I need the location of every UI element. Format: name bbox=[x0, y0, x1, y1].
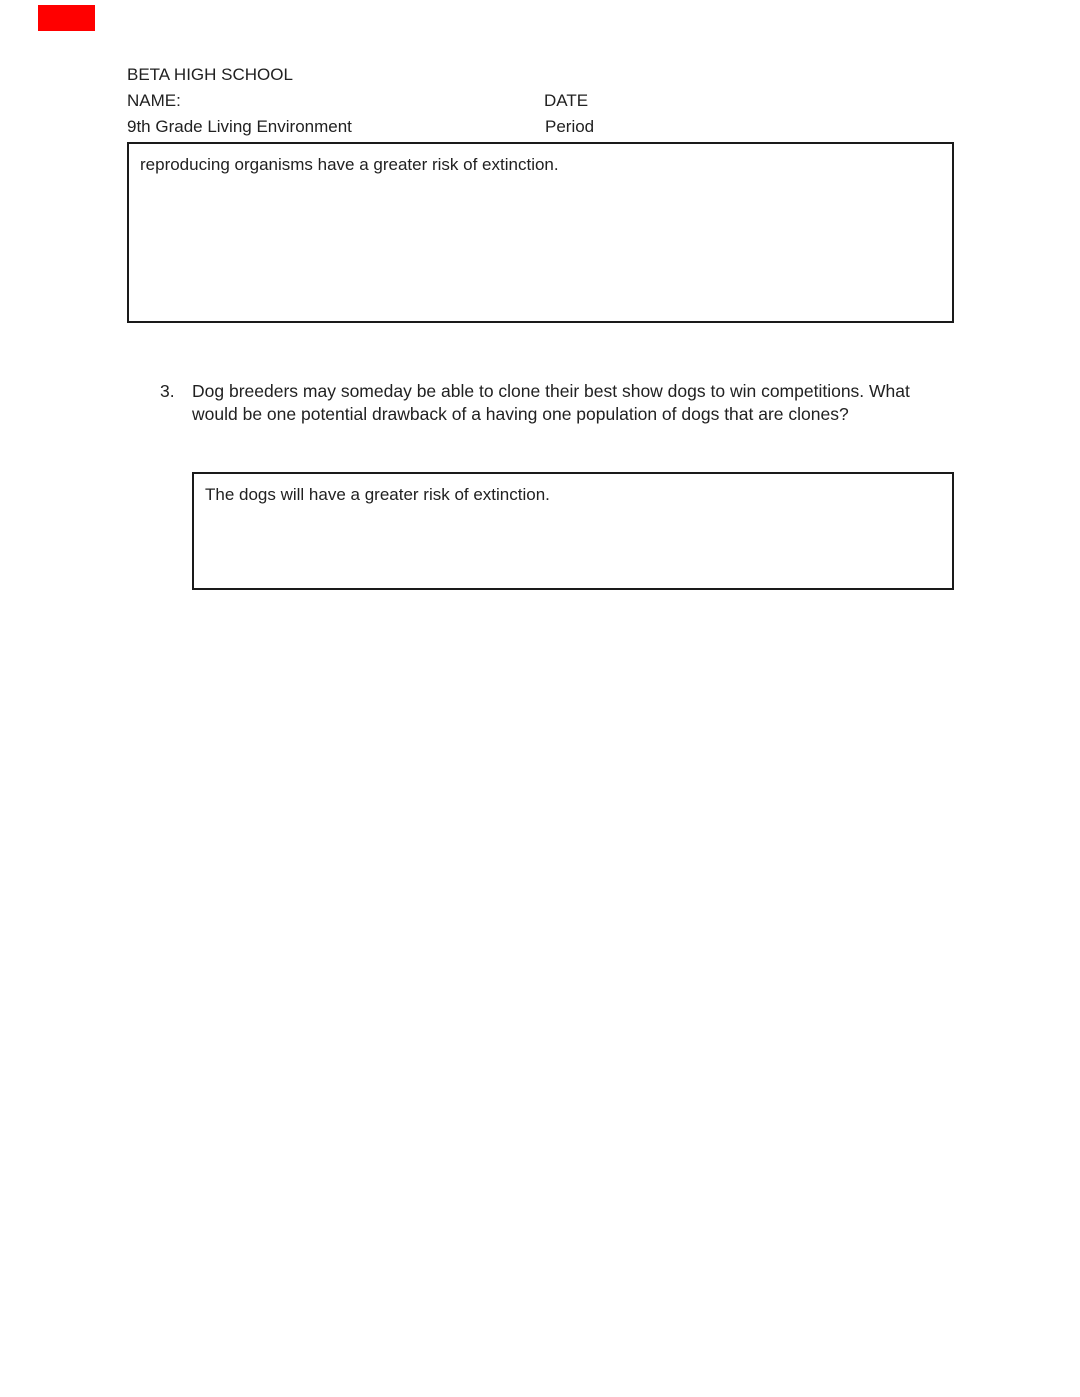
school-title: BETA HIGH SCHOOL bbox=[127, 65, 293, 84]
answer-box-question-3-text: The dogs will have a greater risk of extinction. bbox=[205, 485, 550, 504]
period-label: Period bbox=[545, 117, 595, 136]
name-label: NAME: bbox=[127, 91, 181, 110]
answer-box-continued-text: reproducing organisms have a greater risk of extinction. bbox=[140, 155, 559, 174]
question-3 bbox=[160, 380, 942, 426]
question-3-text: Dog breeders may someday be able to clone their best show dogs to win competitions. What would be one potential drawback of a having one population of dogs that are clones? bbox=[192, 381, 910, 424]
answer-box-question-3[interactable] bbox=[192, 472, 954, 590]
answer-box-continued[interactable] bbox=[127, 142, 954, 323]
date-label: DATE bbox=[544, 91, 589, 110]
question-3-number: 3. bbox=[160, 381, 175, 401]
red-highlight-marker bbox=[38, 5, 95, 31]
course-period-row bbox=[127, 116, 595, 138]
name-date-row bbox=[127, 90, 589, 112]
course-label: 9th Grade Living Environment bbox=[127, 117, 352, 136]
